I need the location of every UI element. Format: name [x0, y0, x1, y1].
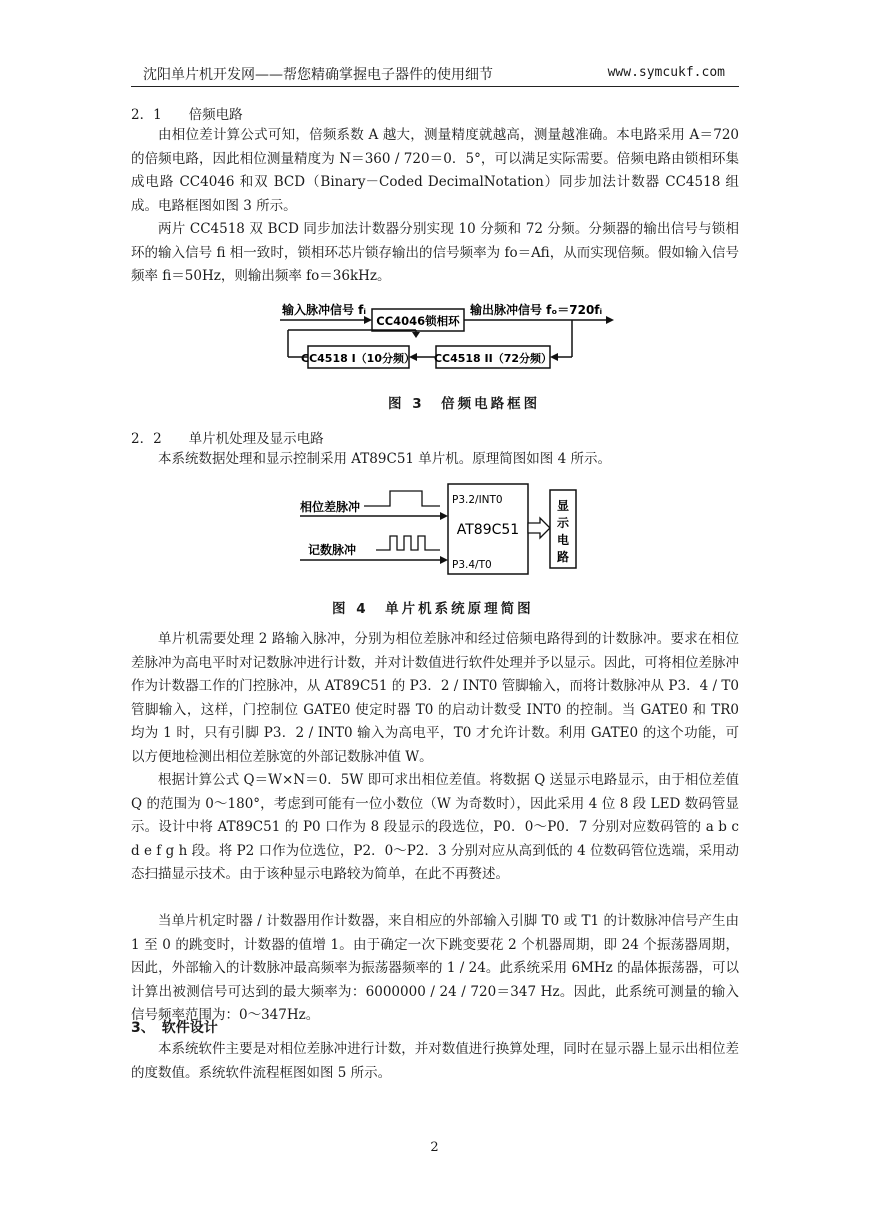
fig3-output-label: 输出脉冲信号 fₒ＝720fᵢ: [470, 303, 603, 317]
fig4-phase-arrow: [440, 512, 448, 520]
figure-3-caption: 图 3 倍频电路框图: [388, 396, 541, 412]
fig4-phase-label: 相位差脉冲: [300, 500, 361, 514]
page-number: 2: [430, 1140, 439, 1155]
figure-4-schematic: [294, 478, 594, 592]
fig3-output-arrow: [606, 316, 614, 324]
fig4-display-char-3: 电: [556, 533, 570, 547]
section-2-2-title: 2．2 单片机处理及显示电路: [131, 431, 324, 447]
fig4-display-char-2: 示: [556, 516, 570, 530]
fig4-output-arrow: [528, 518, 550, 538]
header-site-title: 沈阳单片机开发网——帮您精确掌握电子器件的使用细节: [143, 67, 493, 83]
fig3-return-arrow: [412, 332, 420, 338]
fig3-div72-label: CC4518 II（72分频）: [433, 352, 553, 365]
section-2-2-paragraph-3: 根据计算公式 Q＝W×N＝0．5W 即可求出相位差值。将数据 Q 送显示电路显示，由于相位差值 Q 的范围为 0～180°，考虑到可能有一位小数位（W 为奇数时），因此采用 4 位 8 段 LED 数码管显示。设计中将 AT89C51 的 P0 口作为 8 段显示的段选位，P0．0～P0．7 分别对应数码管的 a b c d e f g h 段。将 P2 口作为位选位，P2．0～P2．3 分别对应从高到低的 4 位数码管位选端，采用动态扫描显示技术。由于该种显示电路较为简单，在此不再赘述。: [131, 772, 739, 882]
section-3-paragraph-1: 本系统软件主要是对相位差脉冲进行计数，并对数值进行换算处理，同时在显示器上显示出相位差的度数值。系统软件流程框图如图 5 所示。: [131, 1041, 739, 1081]
section-3-title: 3、 软件设计: [131, 1020, 218, 1036]
section-2-1-title: 2．1 倍频电路: [131, 107, 243, 123]
figure-4-caption: 图 4 单片机系统原理简图: [332, 601, 534, 617]
section-2-1-paragraph-2: 两片 CC4518 双 BCD 同步加法计数器分别实现 10 分频和 72 分频。分频器的输出信号与锁相环的输入信号 fi 相一致时，锁相环芯片锁存输出的信号频率为 fo＝Afi，从而实现倍频。假如输入信号频率 fi＝50Hz，则输出频率 fo＝36kHz。: [131, 221, 739, 284]
fig4-display-char-1: 显: [556, 499, 570, 513]
fig4-pin-t0: P3.4/T0: [452, 559, 492, 571]
section-2-2-paragraph-4: 当单片机定时器 / 计数器用作计数器，来自相应的外部输入引脚 T0 或 T1 的计数脉冲信号产生由 1 至 0 的跳变时，计数器的值增 1。由于确定一次下跳变要花 2 个机器周期，即 24 个振荡器周期，因此，外部输入的计数脉冲最高频率为振荡器频率的 1 / 24。此系统采用 6MHz 的晶体振荡器，可以计算出被测信号可达到的最大频率为：6000000 / 24 / 720＝347 Hz。因此，此系统可测量的输入信号频率范围为：0～347Hz。: [131, 913, 739, 1023]
fig4-count-waveform: [376, 536, 440, 550]
figure-3-block-diagram: [276, 300, 616, 384]
section-2-2-paragraph-1: 本系统数据处理和显示控制采用 AT89C51 单片机。原理简图如图 4 所示。: [158, 451, 611, 467]
page-header: [131, 64, 739, 87]
fig4-phase-waveform: [364, 491, 440, 506]
section-2-1-paragraph-1: 由相位差计算公式可知，倍频系数 A 越大，测量精度就越高，测量越准确。本电路采用 A＝720 的倍频电路，因此相位测量精度为 N＝360 / 720＝0．5°，可以满足实际需要。倍频电路由锁相环集成电路 CC4046 和双 BCD（Binary－Coded DecimalNotation）同步加法计数器 CC4518 组成。电路框图如图 3 所示。: [131, 127, 739, 214]
figure-4-svg: [294, 478, 594, 588]
figure-3-svg: [276, 300, 616, 380]
fig4-count-label: 记数脉冲: [308, 543, 357, 557]
fig3-div10-label: CC4518 I（10分频）: [301, 352, 415, 365]
fig4-display-char-4: 路: [556, 550, 570, 564]
fig3-pll-label: CC4046锁相环: [376, 314, 460, 328]
fig4-count-arrow: [440, 556, 448, 564]
fig4-chip-label: AT89C51: [456, 522, 520, 538]
fig4-pin-int0: P3.2/INT0: [452, 494, 503, 506]
fig3-input-label: 输入脉冲信号 fᵢ: [282, 303, 367, 317]
fig3-input-arrow: [364, 316, 372, 324]
header-url: www.symcukf.com: [607, 65, 725, 80]
section-2-2-paragraph-2: 单片机需要处理 2 路输入脉冲，分别为相位差脉冲和经过倍频电路得到的计数脉冲。要求在相位差脉冲为高电平时对记数脉冲进行计数，并对计数值进行软件处理并予以显示。因此，可将相位差脉冲作为计数器工作的门控脉冲，从 AT89C51 的 P3．2 / INT0 管脚输入，而将计数脉冲从 P3．4 / T0 管脚输入，这样，门控制位 GATE0 使定时器 T0 的启动计数受 INT0 的控制。当 GATE0 和 TR0 均为 1 时，只有引脚 P3．2 / INT0 输入为高电平，T0 才允许计数。利用 GATE0 的这个功能，可以方便地检测出相位差脉宽的外部记数脉冲值 W。: [131, 631, 739, 765]
